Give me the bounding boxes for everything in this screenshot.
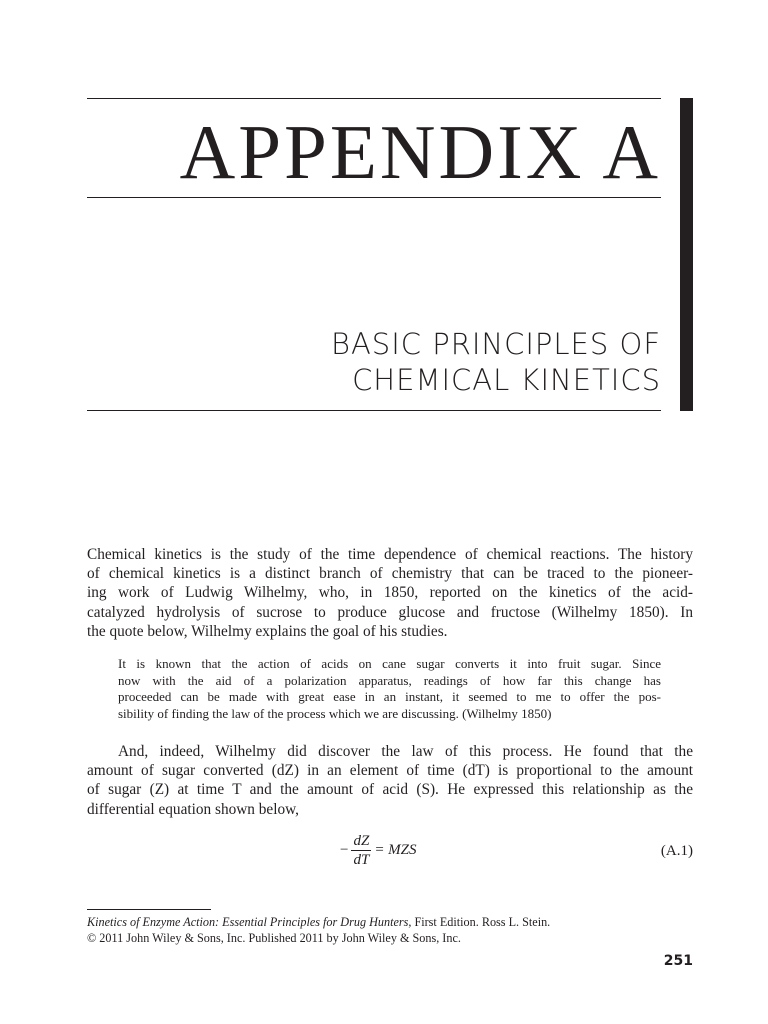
text-line: of sugar (Z) at time T and the amount of acid (S). He expressed this relationship as the bbox=[87, 781, 693, 799]
footnote-citation bbox=[87, 914, 693, 930]
text-line: the quote below, Wilhelmy explains the goal of his studies. bbox=[87, 622, 448, 640]
quote-line: It is known that the action of acids on cane sugar converts it into fruit sugar. Since bbox=[118, 656, 661, 671]
equation-fraction bbox=[351, 833, 371, 868]
appendix-heading: APPENDIX A bbox=[179, 109, 661, 195]
top-rule bbox=[87, 98, 661, 99]
heading-rule bbox=[87, 197, 661, 198]
equation-rhs: = MZS bbox=[374, 842, 417, 858]
quote-line: now with the aid of a polarization apparatus, readings of how far this change has bbox=[118, 672, 661, 688]
chapter-title bbox=[150, 326, 661, 398]
footnote-rule bbox=[87, 909, 211, 910]
text-line: differential equation shown below, bbox=[87, 800, 299, 818]
page-number: 251 bbox=[663, 953, 693, 969]
text-line: of chemical kinetics is a distinct branch of chemistry that can be traced to the pioneer- bbox=[87, 565, 693, 583]
text-line: Chemical kinetics is the study of the time dependence of chemical reactions. The history bbox=[87, 546, 693, 563]
equation-a1 bbox=[340, 833, 417, 868]
footnote-copyright: © 2011 John Wiley & Sons, Inc. Published 2011 by John Wiley & Sons, Inc. bbox=[87, 931, 461, 945]
footnote-edition-author: , First Edition. Ross L. Stein. bbox=[408, 915, 551, 929]
equation-number: (A.1) bbox=[660, 843, 693, 859]
quote-line: sibility of finding the law of the process which we are discussing. (Wilhelmy 1850) bbox=[118, 705, 552, 721]
equation-denominator: dT bbox=[353, 852, 370, 868]
equation-numerator: dZ bbox=[353, 833, 370, 849]
text-line: amount of sugar converted (dZ) in an element of time (dT) is proportional to the amount bbox=[87, 762, 693, 780]
chapter-side-bar bbox=[680, 98, 693, 411]
block-quote bbox=[118, 656, 661, 722]
chapter-title-line-2: CHEMICAL KINETICS bbox=[352, 363, 661, 397]
equation-minus: − bbox=[340, 842, 349, 858]
chapter-title-line-1: BASIC PRINCIPLES OF bbox=[330, 327, 661, 361]
text-line: And, indeed, Wilhelmy did discover the law of this process. He found that the bbox=[118, 743, 693, 760]
title-rule bbox=[87, 410, 661, 411]
footnote-book-title: Kinetics of Enzyme Action: Essential Principles for Drug Hunters bbox=[87, 915, 409, 929]
intro-paragraph bbox=[87, 545, 693, 641]
quote-line: proceeded can be made with great ease in an instant, it seemed to me to offer the pos- bbox=[118, 689, 661, 705]
footnote bbox=[87, 914, 693, 946]
law-paragraph bbox=[87, 742, 693, 819]
text-line: ing work of Ludwig Wilhelmy, who, in 1850, reported on the kinetics of the acid- bbox=[87, 584, 693, 602]
text-line: catalyzed hydrolysis of sucrose to produce glucose and fructose (Wilhelmy 1850). In bbox=[87, 603, 693, 621]
